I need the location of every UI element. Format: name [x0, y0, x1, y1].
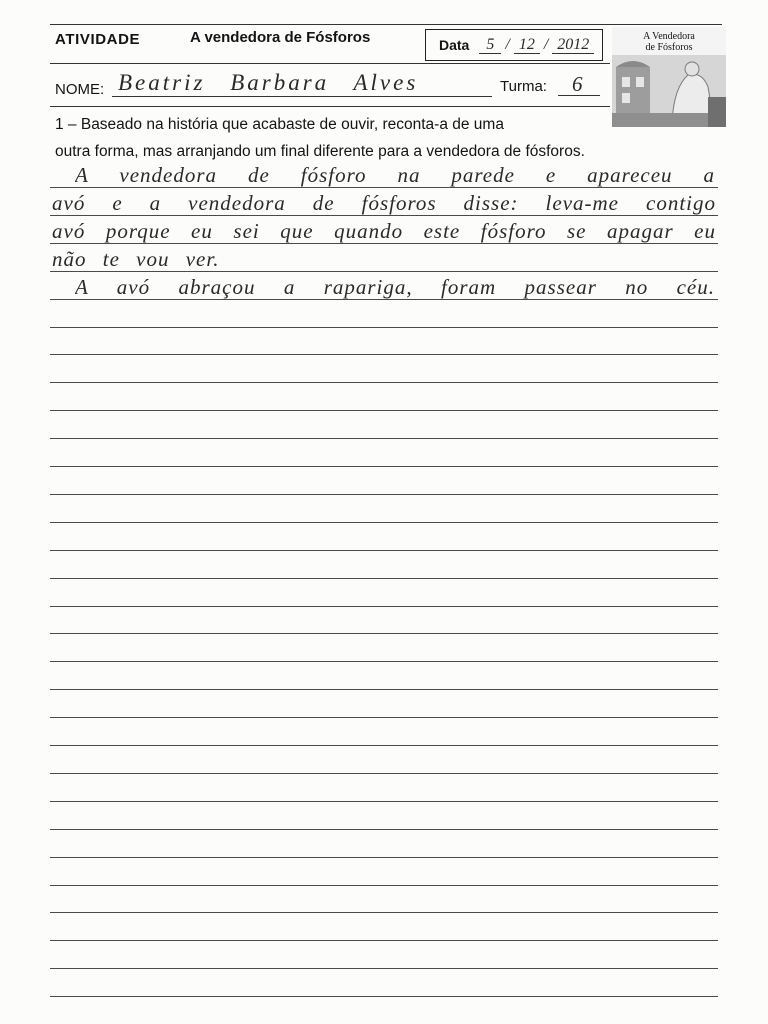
ruled-line: [50, 801, 718, 802]
header-bottom-line: [50, 63, 610, 64]
illustration-shadow: [708, 97, 726, 127]
ruled-line: [50, 745, 718, 746]
ruled-line: [50, 633, 718, 634]
answer-line: avó e a vendedora de fósforos disse: leva-me contigo: [52, 191, 716, 215]
ruled-line: [50, 912, 718, 913]
class-label: Turma:: [500, 78, 547, 95]
ruled-line: [50, 466, 718, 467]
name-underline: [112, 96, 492, 97]
student-name: Beatriz Barbara Alves: [118, 70, 419, 95]
date-year: 2012: [552, 37, 594, 54]
ruled-line: [50, 494, 718, 495]
ruled-line: [50, 773, 718, 774]
date-separator: /: [505, 36, 510, 53]
answer-line: não te vou ver.: [52, 247, 220, 271]
activity-label: ATIVIDADE: [55, 31, 141, 48]
illustration-window: [636, 77, 644, 87]
ruled-line: [50, 717, 718, 718]
ruled-line: [50, 410, 718, 411]
ruled-line: [50, 857, 718, 858]
name-label: NOME:: [55, 81, 105, 98]
ruled-line: [50, 382, 718, 383]
date-label: Data: [439, 37, 470, 53]
ruled-line: [50, 522, 718, 523]
date-separator: /: [543, 36, 549, 53]
ruled-line: [50, 968, 718, 969]
date-day: 5: [479, 37, 501, 54]
ruled-line: [50, 327, 718, 328]
date-box: [425, 29, 603, 61]
ruled-line: [50, 996, 718, 997]
answer-line: A avó abraçou a rapariga, foram passear no céu.: [75, 275, 715, 299]
ruled-line: [50, 606, 718, 607]
student-class: 6: [572, 72, 583, 96]
ruled-line: [50, 438, 718, 439]
illustration-figure-head: [685, 62, 699, 76]
ruled-line: [50, 550, 718, 551]
illustration-caption-line2: de Fósforos: [645, 42, 693, 53]
ruled-line: [50, 829, 718, 830]
date-month: 12: [514, 37, 540, 54]
ruled-line: [50, 215, 718, 216]
illustration-building: [616, 67, 650, 113]
ruled-line: [50, 578, 718, 579]
illustration-window: [622, 77, 630, 87]
name-row-bottom-line: [50, 106, 610, 107]
question-line-1: 1 – Baseado na história que acabaste de ouvir, reconta-a de uma: [55, 116, 504, 133]
header-top-line: [50, 24, 722, 25]
ruled-line: [50, 187, 718, 188]
ruled-line: [50, 689, 718, 690]
answer-line: avó porque eu sei que quando este fósforo se apagar eu: [52, 219, 716, 243]
illustration-window: [622, 93, 630, 103]
story-illustration: [612, 27, 726, 127]
activity-title: A vendedora de Fósforos: [190, 29, 371, 46]
illustration-caption-line1: A Vendedora: [643, 31, 695, 42]
ruled-line: [50, 661, 718, 662]
ruled-line: [50, 354, 718, 355]
question-line-2: outra forma, mas arranjando um final diferente para a vendedora de fósforos.: [55, 143, 585, 160]
ruled-line: [50, 940, 718, 941]
answer-line: A vendedora de fósforo na parede e apareceu a: [75, 163, 715, 187]
ruled-line: [50, 885, 718, 886]
